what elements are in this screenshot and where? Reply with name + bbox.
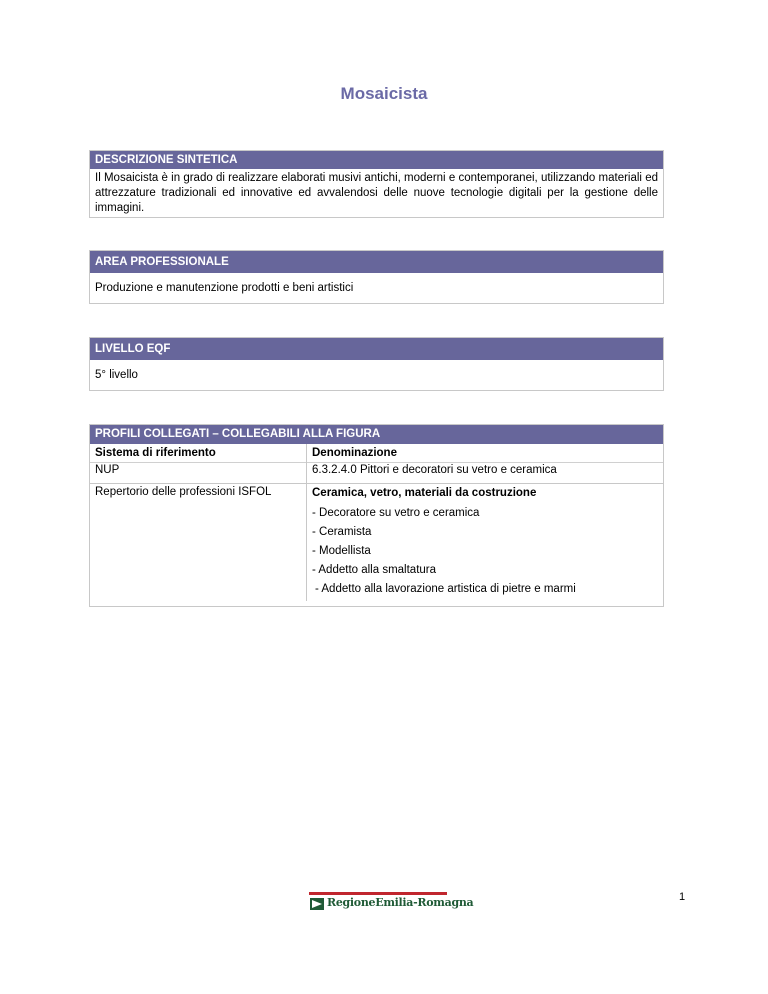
list-item: - Modellista (312, 545, 371, 557)
logo-text: RegioneEmilia-Romagna (327, 896, 474, 909)
descrizione-header: DESCRIZIONE SINTETICA (90, 151, 663, 169)
list-item: - Decoratore su vetro e ceramica (312, 507, 480, 519)
list-item: - Addetto alla smaltatura (312, 564, 437, 576)
profili-table (90, 444, 663, 601)
table-row (90, 463, 663, 484)
column-header-sistema: Sistema di riferimento (90, 444, 307, 463)
logo-red-bar (309, 892, 447, 895)
area-text: Produzione e manutenzione prodotti e beni artistici (95, 282, 354, 294)
row-sistema: Repertorio delle professioni ISFOL (90, 484, 307, 602)
list-item: - Addetto alla lavorazione artistica di pietre e marmi (315, 583, 576, 595)
region-emblem-icon (310, 898, 324, 910)
column-header-denominazione: Denominazione (312, 447, 397, 459)
table-row (90, 484, 663, 602)
page-title: Mosaicista (340, 84, 428, 103)
eqf-text: 5° livello (95, 369, 138, 381)
row-denominazione (307, 484, 664, 602)
eqf-header: LIVELLO EQF (90, 338, 663, 360)
list-item: - Ceramista (312, 526, 372, 538)
regione-logo (309, 892, 474, 914)
category-heading: Ceramica, vetro, materiali da costruzione (312, 487, 537, 499)
table-header-row (90, 444, 663, 463)
area-header: AREA PROFESSIONALE (90, 251, 663, 273)
row-sistema: NUP (90, 463, 307, 484)
descrizione-section (89, 150, 664, 218)
row-denominazione: 6.3.2.4.0 Pittori e decoratori su vetro e ceramica (307, 463, 664, 484)
page-number: 1 (679, 891, 686, 903)
profili-section (89, 424, 664, 607)
profili-header: PROFILI COLLEGATI – COLLEGABILI ALLA FIGURA (90, 425, 663, 444)
descrizione-text: Il Mosaicista è in grado di realizzare elaborati musivi antichi, moderni e contemporanei, utilizzando materiali ed attrezzature tradizionali ed innovative ed avvalendosi delle nuove tecnologie digitali per la gestione delle immagini. (95, 172, 658, 214)
area-section (89, 250, 664, 304)
eqf-section (89, 337, 664, 391)
